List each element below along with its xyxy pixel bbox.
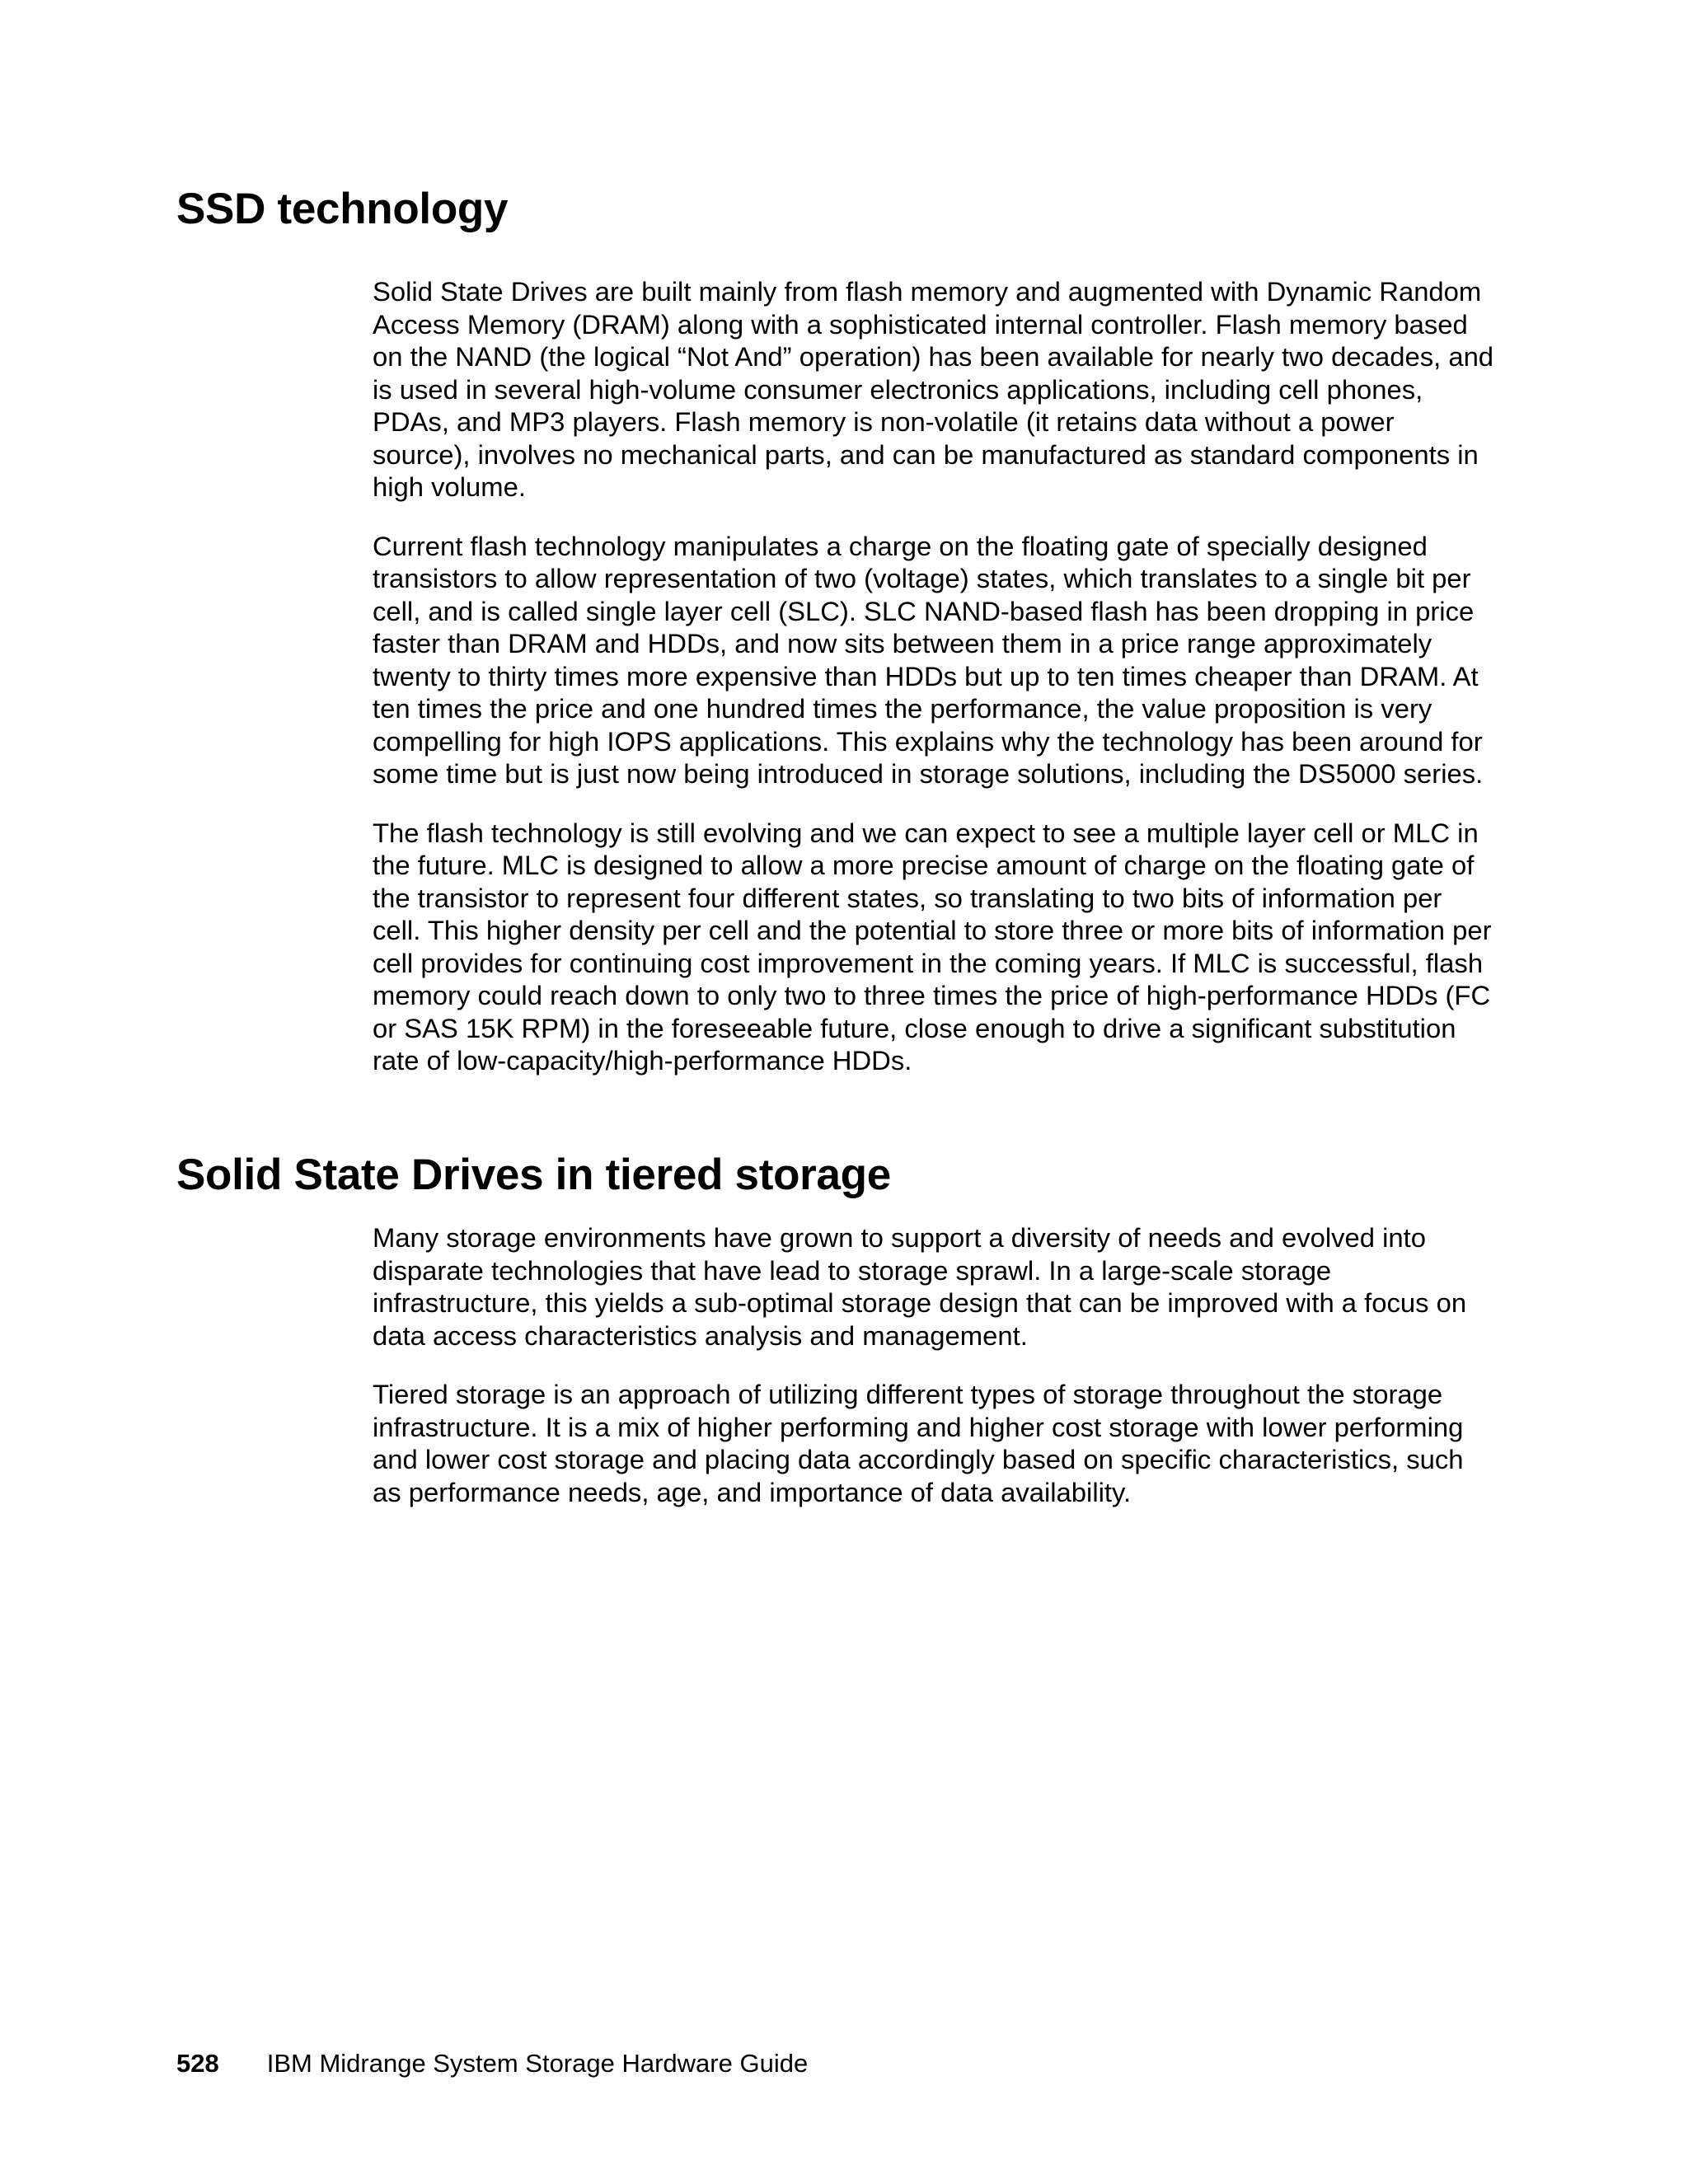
paragraph: Tiered storage is an approach of utilizing different types of storage throughout the storage infrastructure. It is a mix of higher performing and higher cost storage with lower performing and lower cost storage and placing data accordingly based on specific characteristics, such as performance needs, age, and importance of data availability. — [373, 1379, 1464, 1507]
section-body-ssd-technology — [373, 275, 1498, 1104]
book-title: IBM Midrange System Storage Hardware Guide — [266, 2049, 809, 2078]
paragraph: Current flash technology manipulates a charge on the floating gate of specially designed transistors to allow representation of two (voltage) states, which translates to a single bit per cell, and is called single layer cell (SLC). SLC NAND-based flash has been dropping in price faster than DRAM and HDDs, and now sits between them in a price range approximately twenty to thirty times more expensive than HDDs but up to ten times cheaper than DRAM. At ten times the price and one hundred times the performance, the value proposition is very compelling for high IOPS applications. This explains why the technology has been around for some time but is just now being introduced in storage solutions, including the DS5000 series. — [373, 530, 1484, 789]
paragraph: Many storage environments have grown to support a diversity of needs and evolved into disparate technologies that have lead to storage sprawl. In a large-scale storage infrastructure, this yields a sub-optimal storage design that can be improved with a focus on data access characteristics analysis and management. — [373, 1222, 1467, 1351]
page-number: 528 — [176, 2049, 219, 2078]
section-heading-ssd-technology: SSD technology — [176, 185, 509, 233]
section-heading-tiered-storage: Solid State Drives in tiered storage — [176, 1151, 891, 1199]
page-footer — [176, 2047, 808, 2080]
paragraph: The flash technology is still evolving and we can expect to see a multiple layer cell or MLC in the future. MLC is designed to allow a more precise amount of charge on the floating gate of the transistor to represent four different states, so translating to two bits of information per cell. This higher density per cell and the potential to store three or more bits of information per cell provides for continuing cost improvement in the coming years. If MLC is successful, flash memory could reach down to only two to three times the price of high-performance HDDs (FC or SAS 15K RPM) in the foreseeable future, close enough to drive a significant substitution rate of low-capacity/high-performance HDDs. — [373, 817, 1492, 1076]
section-body-tiered-storage — [373, 1221, 1498, 1535]
paragraph: Solid State Drives are built mainly from flash memory and augmented with Dynamic Random Access Memory (DRAM) along with a sophisticated internal controller. Flash memory based on the NAND (the logical “Not And” operation) has been available for nearly two decades, and is used in several high-volume consumer electronics applications, including cell phones, PDAs, and MP3 players. Flash memory is non-volatile (it retains data without a power source), involves no mechanical parts, and can be manufactured as standard components in high volume. — [373, 276, 1494, 502]
